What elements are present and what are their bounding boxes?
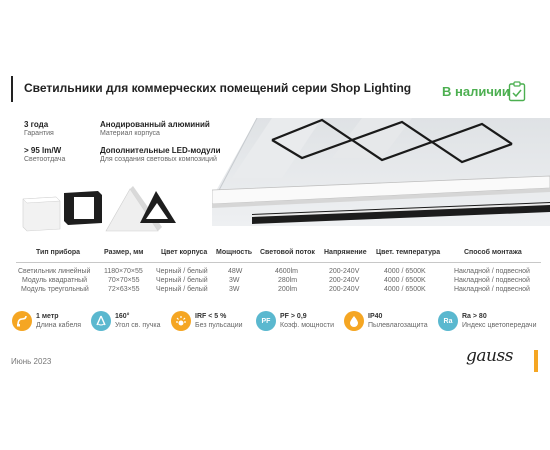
col-header-size: Размер, мм (104, 249, 144, 256)
flicker-value: IRF < 5 % (195, 313, 227, 320)
col-header-color: Цвет корпуса (161, 249, 208, 256)
interior-photo (212, 118, 550, 226)
cri-value: Ra > 80 (462, 313, 487, 320)
power-factor-icon: PF (256, 311, 276, 331)
col-header-mounting: Способ монтажа (464, 249, 522, 256)
table-cell: Модуль треугольный (21, 286, 89, 293)
table-cell: 4600lm (275, 268, 298, 275)
cable-icon (12, 311, 32, 331)
material-value: Анодированный алюминий (100, 120, 210, 129)
table-cell: Черный / белый (156, 268, 208, 275)
table-cell: Черный / белый (156, 277, 208, 284)
power-factor-value: PF > 0,9 (280, 313, 307, 320)
led-modules-value: Дополнительные LED-модули (100, 146, 221, 155)
efficacy-value: > 95 lm/W (24, 146, 62, 155)
col-header-cct: Цвет. температура (376, 249, 441, 256)
beam-angle-icon (91, 311, 111, 331)
cri-label: Индекс цветопередачи (462, 322, 537, 329)
table-cell: 72×63×55 (108, 286, 140, 293)
availability-label: В наличии (442, 84, 510, 99)
ip-rating-value: IP40 (368, 313, 383, 320)
header-accent-bar (11, 76, 13, 102)
table-cell: 1180×70×55 (104, 268, 143, 275)
table-cell: 3W (229, 277, 240, 284)
footer-date: Июнь 2023 (11, 357, 52, 366)
table-cell: Накладной / подвесной (454, 277, 530, 284)
col-header-type: Тип прибора (36, 249, 81, 256)
flicker-icon (171, 311, 191, 331)
table-cell: 200-240V (329, 268, 360, 275)
led-modules-label: Для создания световых композиций (100, 156, 217, 163)
cable-length-value: 1 метр (36, 313, 59, 320)
table-cell: 70×70×55 (108, 277, 140, 284)
col-header-power: Мощность (216, 249, 253, 256)
material-label: Материал корпуса (100, 130, 160, 137)
beam-angle-label: Угол св. пучка (115, 322, 161, 329)
col-header-voltage: Напряжение (324, 249, 367, 256)
table-divider (16, 262, 541, 263)
cri-icon: Ra (438, 311, 458, 331)
table-cell: 4000 / 6500K (384, 286, 426, 293)
ip-rating-label: Пылевлагозащита (368, 322, 428, 329)
table-cell: Светильник линейный (18, 268, 91, 275)
table-cell: Накладной / подвесной (454, 286, 530, 293)
warranty-value: 3 года (24, 120, 49, 129)
table-cell: 48W (228, 268, 243, 275)
warranty-label: Гарантия (24, 130, 54, 137)
page-title: Светильники для коммерческих помещений серии Shop Lighting (24, 81, 412, 95)
logo-accent-bar (534, 350, 538, 372)
table-cell: 200lm (278, 286, 298, 293)
table-cell: Модуль квадратный (22, 277, 88, 284)
col-header-flux: Световой поток (260, 249, 315, 256)
table-cell: 4000 / 6500K (384, 277, 426, 284)
table-cell: 4000 / 6500K (384, 268, 426, 275)
beam-angle-value: 160° (115, 313, 130, 320)
flicker-label: Без пульсации (195, 322, 243, 329)
checklist-icon (508, 81, 526, 102)
product-modules-image (18, 183, 178, 235)
table-cell: 280lm (278, 277, 298, 284)
cable-length-label: Длина кабеля (36, 322, 82, 329)
table-cell: 200-240V (329, 277, 360, 284)
efficacy-label: Светоотдача (24, 156, 66, 163)
power-factor-label: Коэф. мощности (280, 322, 335, 329)
brand-logo: gauss (466, 346, 513, 366)
water-drop-icon (344, 311, 364, 331)
table-cell: 200-240V (329, 286, 360, 293)
table-cell: Черный / белый (156, 286, 208, 293)
table-cell: Накладной / подвесной (454, 268, 530, 275)
table-cell: 3W (229, 286, 240, 293)
